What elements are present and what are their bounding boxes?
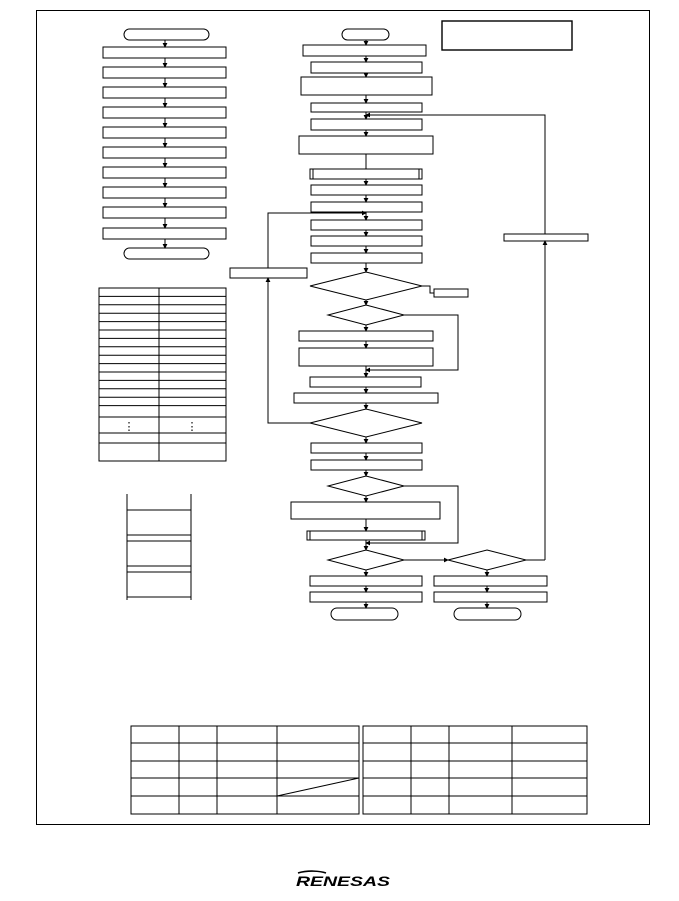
register-table: [99, 288, 226, 461]
main-step-9: [311, 202, 422, 212]
end-a-step-1: [310, 576, 422, 586]
left-start-terminal: [124, 29, 209, 40]
end-b-terminal: [454, 608, 521, 620]
left-step-4: [103, 107, 226, 118]
main-step-19: [291, 502, 440, 519]
ellipsis-right: ⋮: [186, 421, 198, 433]
loop-box-right: [504, 234, 588, 241]
left-loop: [268, 278, 310, 423]
main-step-4: [311, 103, 422, 112]
left-step-1: [103, 47, 226, 58]
left-step-2: [103, 67, 226, 78]
main-step-3: [301, 77, 432, 95]
left-step-3: [103, 87, 226, 98]
left-flowchart: [103, 29, 226, 259]
right-loop-line: [366, 115, 545, 234]
bottom-table-left: [131, 726, 359, 814]
main-step-7: [310, 169, 422, 179]
end-a-step-2: [310, 592, 422, 602]
title-box: [442, 21, 572, 50]
logo-text: RENESAS: [296, 873, 391, 889]
decision-5: [328, 550, 404, 570]
side-box-1: [434, 289, 468, 297]
memory-map: [127, 494, 191, 600]
main-step-20: [307, 531, 425, 540]
main-step-5: [311, 119, 422, 130]
decision-1: [310, 272, 422, 300]
left-step-6: [103, 147, 226, 158]
main-step-16: [294, 393, 438, 403]
decision-4: [328, 476, 404, 496]
end-b-step-2: [434, 592, 547, 602]
bottom-table-right: [363, 726, 587, 814]
left-step-5: [103, 127, 226, 138]
decision-3: [310, 409, 422, 437]
decision-6: [448, 550, 526, 570]
main-connectors: [366, 40, 487, 608]
main-step-2: [311, 62, 422, 73]
main-step-14: [299, 348, 433, 366]
left-end-terminal: [124, 248, 209, 259]
main-flowchart: [230, 29, 588, 620]
loop-box-left: [230, 268, 307, 278]
decision1-side: [422, 286, 434, 293]
main-step-6: [299, 136, 433, 154]
main-step-1: [303, 45, 426, 56]
main-step-15: [310, 377, 421, 387]
end-b-step-1: [434, 576, 547, 586]
main-step-12: [311, 253, 422, 263]
ellipsis-left: ⋮: [123, 421, 135, 433]
main-step-17: [311, 443, 422, 453]
end-a-terminal: [331, 608, 398, 620]
left-step-8: [103, 187, 226, 198]
main-start-terminal: [342, 29, 389, 40]
renesas-logo: [296, 869, 392, 891]
decision-2: [328, 305, 404, 325]
main-step-13: [299, 331, 433, 341]
left-step-7: [103, 167, 226, 178]
main-step-10: [311, 220, 422, 230]
left-step-9: [103, 207, 226, 218]
main-step-18: [311, 460, 422, 470]
decision2-bypass: [366, 315, 458, 370]
main-step-11: [311, 236, 422, 246]
left-step-10: [103, 228, 226, 239]
diagonal-cell: [277, 778, 359, 796]
main-step-8: [311, 185, 422, 195]
decision4-bypass: [366, 486, 458, 543]
